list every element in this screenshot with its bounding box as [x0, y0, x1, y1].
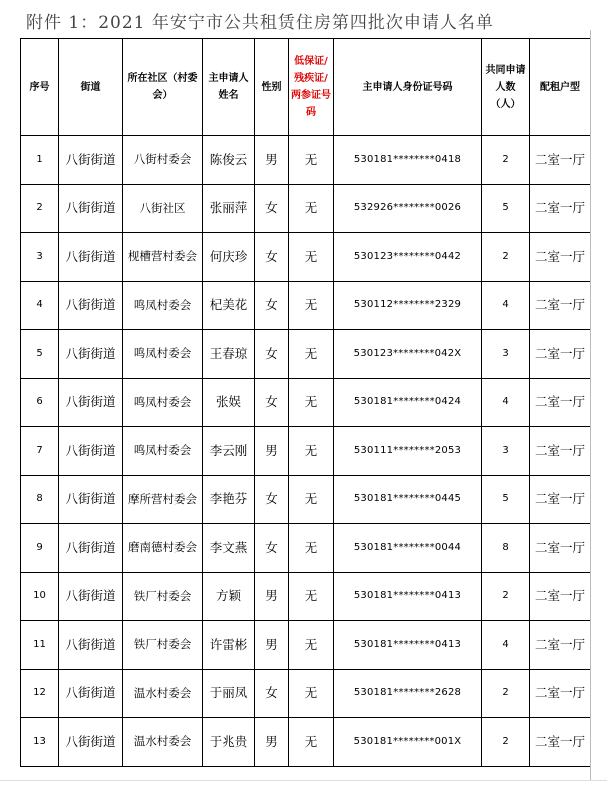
- cell-certificate: 无: [289, 524, 334, 573]
- table-row: [21, 136, 591, 185]
- cell-seq: 13: [21, 718, 59, 767]
- cell-unit-type: 二室一厅: [530, 184, 591, 233]
- cell-certificate: 无: [289, 281, 334, 330]
- cell-street: 八街街道: [59, 136, 123, 185]
- cell-street: 八街街道: [59, 233, 123, 282]
- cell-applicant-name: 于丽凤: [203, 669, 255, 718]
- table-row: [21, 233, 591, 282]
- cell-community: 铁厂村委会: [123, 572, 203, 621]
- cell-gender: 女: [255, 475, 289, 524]
- cell-community: 枧槽营村委会: [123, 233, 203, 282]
- cell-unit-type: 二室一厅: [530, 281, 591, 330]
- cell-id-number: 530181********0413: [334, 621, 482, 670]
- cell-id-number: 530123********042X: [334, 330, 482, 379]
- cell-id-number: 530111********2053: [334, 427, 482, 476]
- cell-street: 八街街道: [59, 427, 123, 476]
- cell-community: 温水村委会: [123, 669, 203, 718]
- table-row: [21, 718, 591, 767]
- cell-certificate: 无: [289, 475, 334, 524]
- header-community: 所在社区（村委会）: [123, 39, 203, 136]
- cell-id-number: 530181********2628: [334, 669, 482, 718]
- cell-community: 八街村委会: [123, 136, 203, 185]
- cell-gender: 女: [255, 330, 289, 379]
- table-row: [21, 330, 591, 379]
- cell-street: 八街街道: [59, 281, 123, 330]
- cell-co-applicants: 8: [482, 524, 530, 573]
- cell-street: 八街街道: [59, 718, 123, 767]
- cell-street: 八街街道: [59, 475, 123, 524]
- header-id-number: 主申请人身份证号码: [334, 39, 482, 136]
- table-row: [21, 427, 591, 476]
- cell-applicant-name: 王春琼: [203, 330, 255, 379]
- cell-certificate: 无: [289, 136, 334, 185]
- cell-unit-type: 二室一厅: [530, 475, 591, 524]
- cell-street: 八街街道: [59, 330, 123, 379]
- cell-unit-type: 二室一厅: [530, 718, 591, 767]
- cell-id-number: 532926********0026: [334, 184, 482, 233]
- header-gender: 性别: [255, 39, 289, 136]
- cell-co-applicants: 5: [482, 475, 530, 524]
- cell-street: 八街街道: [59, 669, 123, 718]
- cell-co-applicants: 5: [482, 184, 530, 233]
- table-row: [21, 669, 591, 718]
- cell-applicant-name: 张娱: [203, 378, 255, 427]
- cell-applicant-name: 于兆贵: [203, 718, 255, 767]
- cell-seq: 11: [21, 621, 59, 670]
- cell-applicant-name: 方颖: [203, 572, 255, 621]
- header-applicant: 主申请人姓名: [203, 39, 255, 136]
- cell-gender: 男: [255, 572, 289, 621]
- cell-seq: 8: [21, 475, 59, 524]
- document-title: 附件 1：2021 年安宁市公共租赁住房第四批次申请人名单: [26, 13, 494, 33]
- cell-unit-type: 二室一厅: [530, 330, 591, 379]
- cell-community: 温水村委会: [123, 718, 203, 767]
- table-row: [21, 184, 591, 233]
- page-edge-right: [590, 30, 591, 780]
- cell-applicant-name: 李艳芬: [203, 475, 255, 524]
- cell-certificate: 无: [289, 378, 334, 427]
- table-row: [21, 621, 591, 670]
- cell-gender: 女: [255, 184, 289, 233]
- cell-seq: 2: [21, 184, 59, 233]
- cell-unit-type: 二室一厅: [530, 524, 591, 573]
- cell-applicant-name: 杞美花: [203, 281, 255, 330]
- cell-street: 八街街道: [59, 572, 123, 621]
- cell-seq: 1: [21, 136, 59, 185]
- cell-applicant-name: 何庆珍: [203, 233, 255, 282]
- cell-gender: 女: [255, 669, 289, 718]
- cell-co-applicants: 3: [482, 330, 530, 379]
- table-row: [21, 281, 591, 330]
- cell-id-number: 530123********0442: [334, 233, 482, 282]
- cell-unit-type: 二室一厅: [530, 233, 591, 282]
- cell-id-number: 530181********0044: [334, 524, 482, 573]
- cell-seq: 10: [21, 572, 59, 621]
- cell-community: 鸣凤村委会: [123, 281, 203, 330]
- cell-certificate: 无: [289, 718, 334, 767]
- cell-applicant-name: 陈俊云: [203, 136, 255, 185]
- header-street: 街道: [59, 39, 123, 136]
- cell-co-applicants: 4: [482, 378, 530, 427]
- table-header-row: [21, 39, 591, 136]
- cell-id-number: 530181********0445: [334, 475, 482, 524]
- cell-applicant-name: 张丽萍: [203, 184, 255, 233]
- cell-certificate: 无: [289, 184, 334, 233]
- cell-gender: 男: [255, 427, 289, 476]
- cell-seq: 6: [21, 378, 59, 427]
- cell-community: 摩所营村委会: [123, 475, 203, 524]
- cell-street: 八街街道: [59, 524, 123, 573]
- cell-street: 八街街道: [59, 184, 123, 233]
- cell-community: 八街社区: [123, 184, 203, 233]
- cell-certificate: 无: [289, 330, 334, 379]
- cell-community: 鸣凤村委会: [123, 378, 203, 427]
- cell-gender: 男: [255, 718, 289, 767]
- cell-co-applicants: 2: [482, 718, 530, 767]
- cell-gender: 男: [255, 136, 289, 185]
- table-row: [21, 378, 591, 427]
- cell-seq: 3: [21, 233, 59, 282]
- cell-gender: 女: [255, 233, 289, 282]
- cell-seq: 4: [21, 281, 59, 330]
- header-unit-type: 配租户型: [530, 39, 591, 136]
- applicant-table: [20, 38, 591, 767]
- cell-community: 鸣凤村委会: [123, 427, 203, 476]
- cell-co-applicants: 2: [482, 136, 530, 185]
- cell-applicant-name: 李文燕: [203, 524, 255, 573]
- cell-community: 磨南德村委会: [123, 524, 203, 573]
- cell-seq: 9: [21, 524, 59, 573]
- cell-street: 八街街道: [59, 621, 123, 670]
- table-row: [21, 524, 591, 573]
- header-seq: 序号: [21, 39, 59, 136]
- cell-seq: 5: [21, 330, 59, 379]
- cell-applicant-name: 许雷彬: [203, 621, 255, 670]
- cell-community: 鸣凤村委会: [123, 330, 203, 379]
- cell-id-number: 530181********0424: [334, 378, 482, 427]
- cell-community: 铁厂村委会: [123, 621, 203, 670]
- header-certificate: 低保证/残疾证/两参证号码: [289, 39, 334, 136]
- cell-applicant-name: 李云刚: [203, 427, 255, 476]
- cell-certificate: 无: [289, 572, 334, 621]
- cell-gender: 女: [255, 524, 289, 573]
- cell-co-applicants: 2: [482, 669, 530, 718]
- cell-co-applicants: 3: [482, 427, 530, 476]
- cell-unit-type: 二室一厅: [530, 621, 591, 670]
- header-co-applicants: 共同申请人数（人）: [482, 39, 530, 136]
- cell-co-applicants: 4: [482, 621, 530, 670]
- cell-id-number: 530112********2329: [334, 281, 482, 330]
- table-body: [21, 136, 591, 767]
- cell-seq: 7: [21, 427, 59, 476]
- cell-unit-type: 二室一厅: [530, 572, 591, 621]
- cell-gender: 男: [255, 621, 289, 670]
- cell-unit-type: 二室一厅: [530, 378, 591, 427]
- page-edge-bottom: [0, 780, 607, 781]
- cell-seq: 12: [21, 669, 59, 718]
- cell-id-number: 530181********001X: [334, 718, 482, 767]
- cell-id-number: 530181********0418: [334, 136, 482, 185]
- cell-unit-type: 二室一厅: [530, 427, 591, 476]
- cell-co-applicants: 4: [482, 281, 530, 330]
- cell-unit-type: 二室一厅: [530, 669, 591, 718]
- cell-co-applicants: 2: [482, 572, 530, 621]
- cell-certificate: 无: [289, 669, 334, 718]
- cell-certificate: 无: [289, 621, 334, 670]
- cell-street: 八街街道: [59, 378, 123, 427]
- table-row: [21, 572, 591, 621]
- cell-co-applicants: 2: [482, 233, 530, 282]
- table-row: [21, 475, 591, 524]
- cell-unit-type: 二室一厅: [530, 136, 591, 185]
- cell-id-number: 530181********0413: [334, 572, 482, 621]
- cell-gender: 女: [255, 378, 289, 427]
- cell-certificate: 无: [289, 427, 334, 476]
- cell-gender: 女: [255, 281, 289, 330]
- cell-certificate: 无: [289, 233, 334, 282]
